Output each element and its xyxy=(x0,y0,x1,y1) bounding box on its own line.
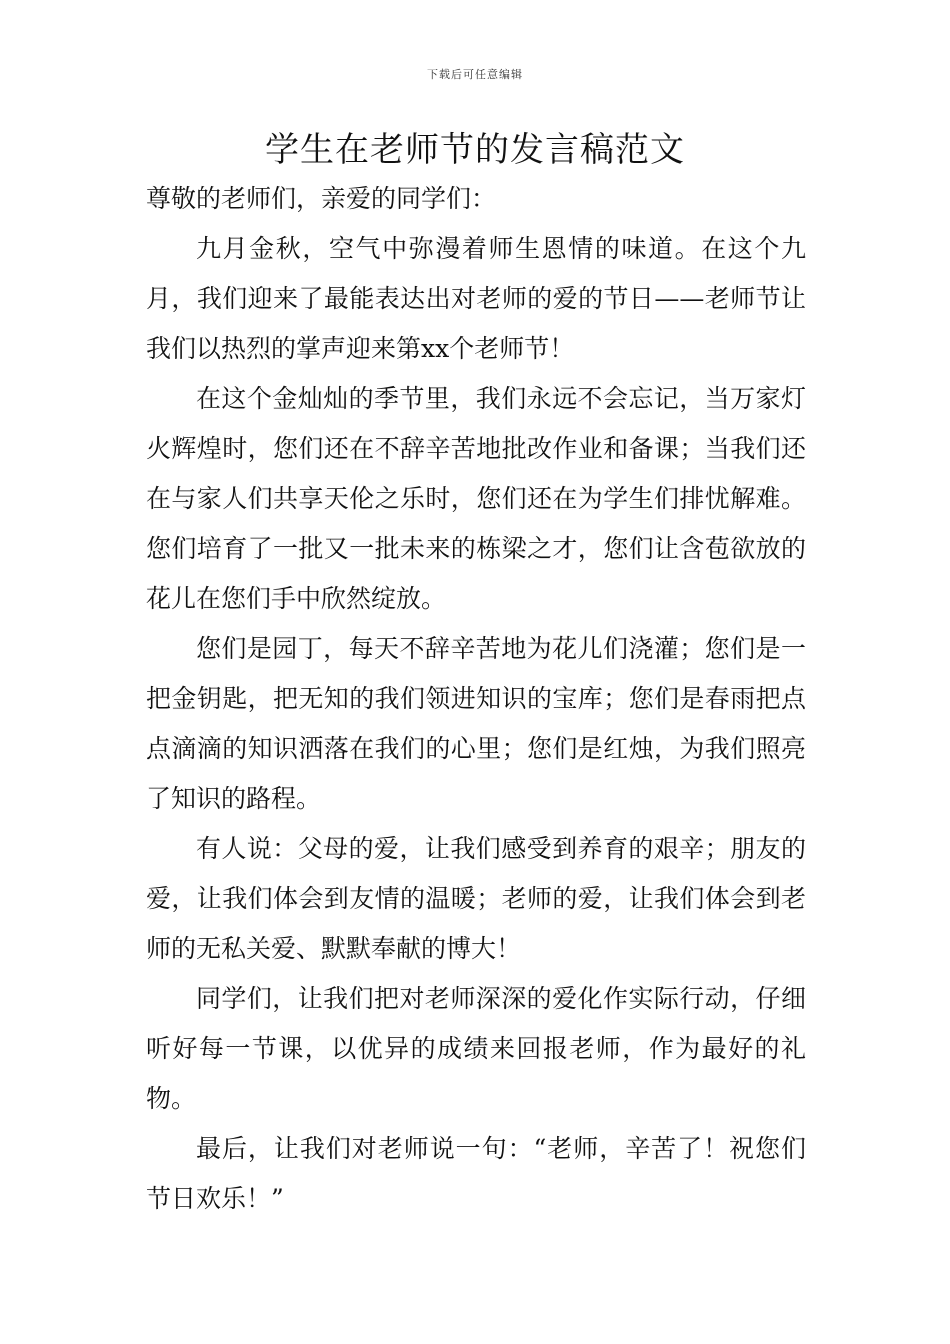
header-note: 下载后可任意编辑 xyxy=(427,68,523,81)
document-title: 学生在老师节的发言稿范文 xyxy=(265,130,685,170)
document-body xyxy=(146,174,806,1224)
paragraph-5: 同学们，让我们把对老师深深的爱化作实际行动，仔细听好每一节课，以优异的成绩来回报老师，作为最好的礼物。 xyxy=(146,984,806,1113)
paragraph-6: 最后，让我们对老师说一句：“老师，辛苦了！祝您们节日欢乐！” xyxy=(146,1134,806,1213)
paragraph-3: 您们是园丁，每天不辞辛苦地为花儿们浇灌；您们是一把金钥匙，把无知的我们领进知识的宝库；您们是春雨把点点滴滴的知识洒落在我们的心里；您们是红烛，为我们照亮了知识的路程。 xyxy=(146,634,806,813)
salutation: 尊敬的老师们，亲爱的同学们： xyxy=(146,184,497,213)
paragraph-4: 有人说：父母的爱，让我们感受到养育的艰辛；朋友的爱，让我们体会到友情的温暖；老师的爱，让我们体会到老师的无私关爱、默默奉献的博大！ xyxy=(146,834,806,963)
paragraph-2: 在这个金灿灿的季节里，我们永远不会忘记，当万家灯火辉煌时，您们还在不辞辛苦地批改作业和备课；当我们还在与家人们共享天伦之乐时，您们还在为学生们排忧解难。您们培育了一批又一批未来的栋梁之才，您们让含苞欲放的花儿在您们手中欣然绽放。 xyxy=(146,384,806,613)
paragraph-1: 九月金秋，空气中弥漫着师生恩情的味道。在这个九月，我们迎来了最能表达出对老师的爱的节日——老师节让我们以热烈的掌声迎来第xx个老师节！ xyxy=(146,234,806,363)
